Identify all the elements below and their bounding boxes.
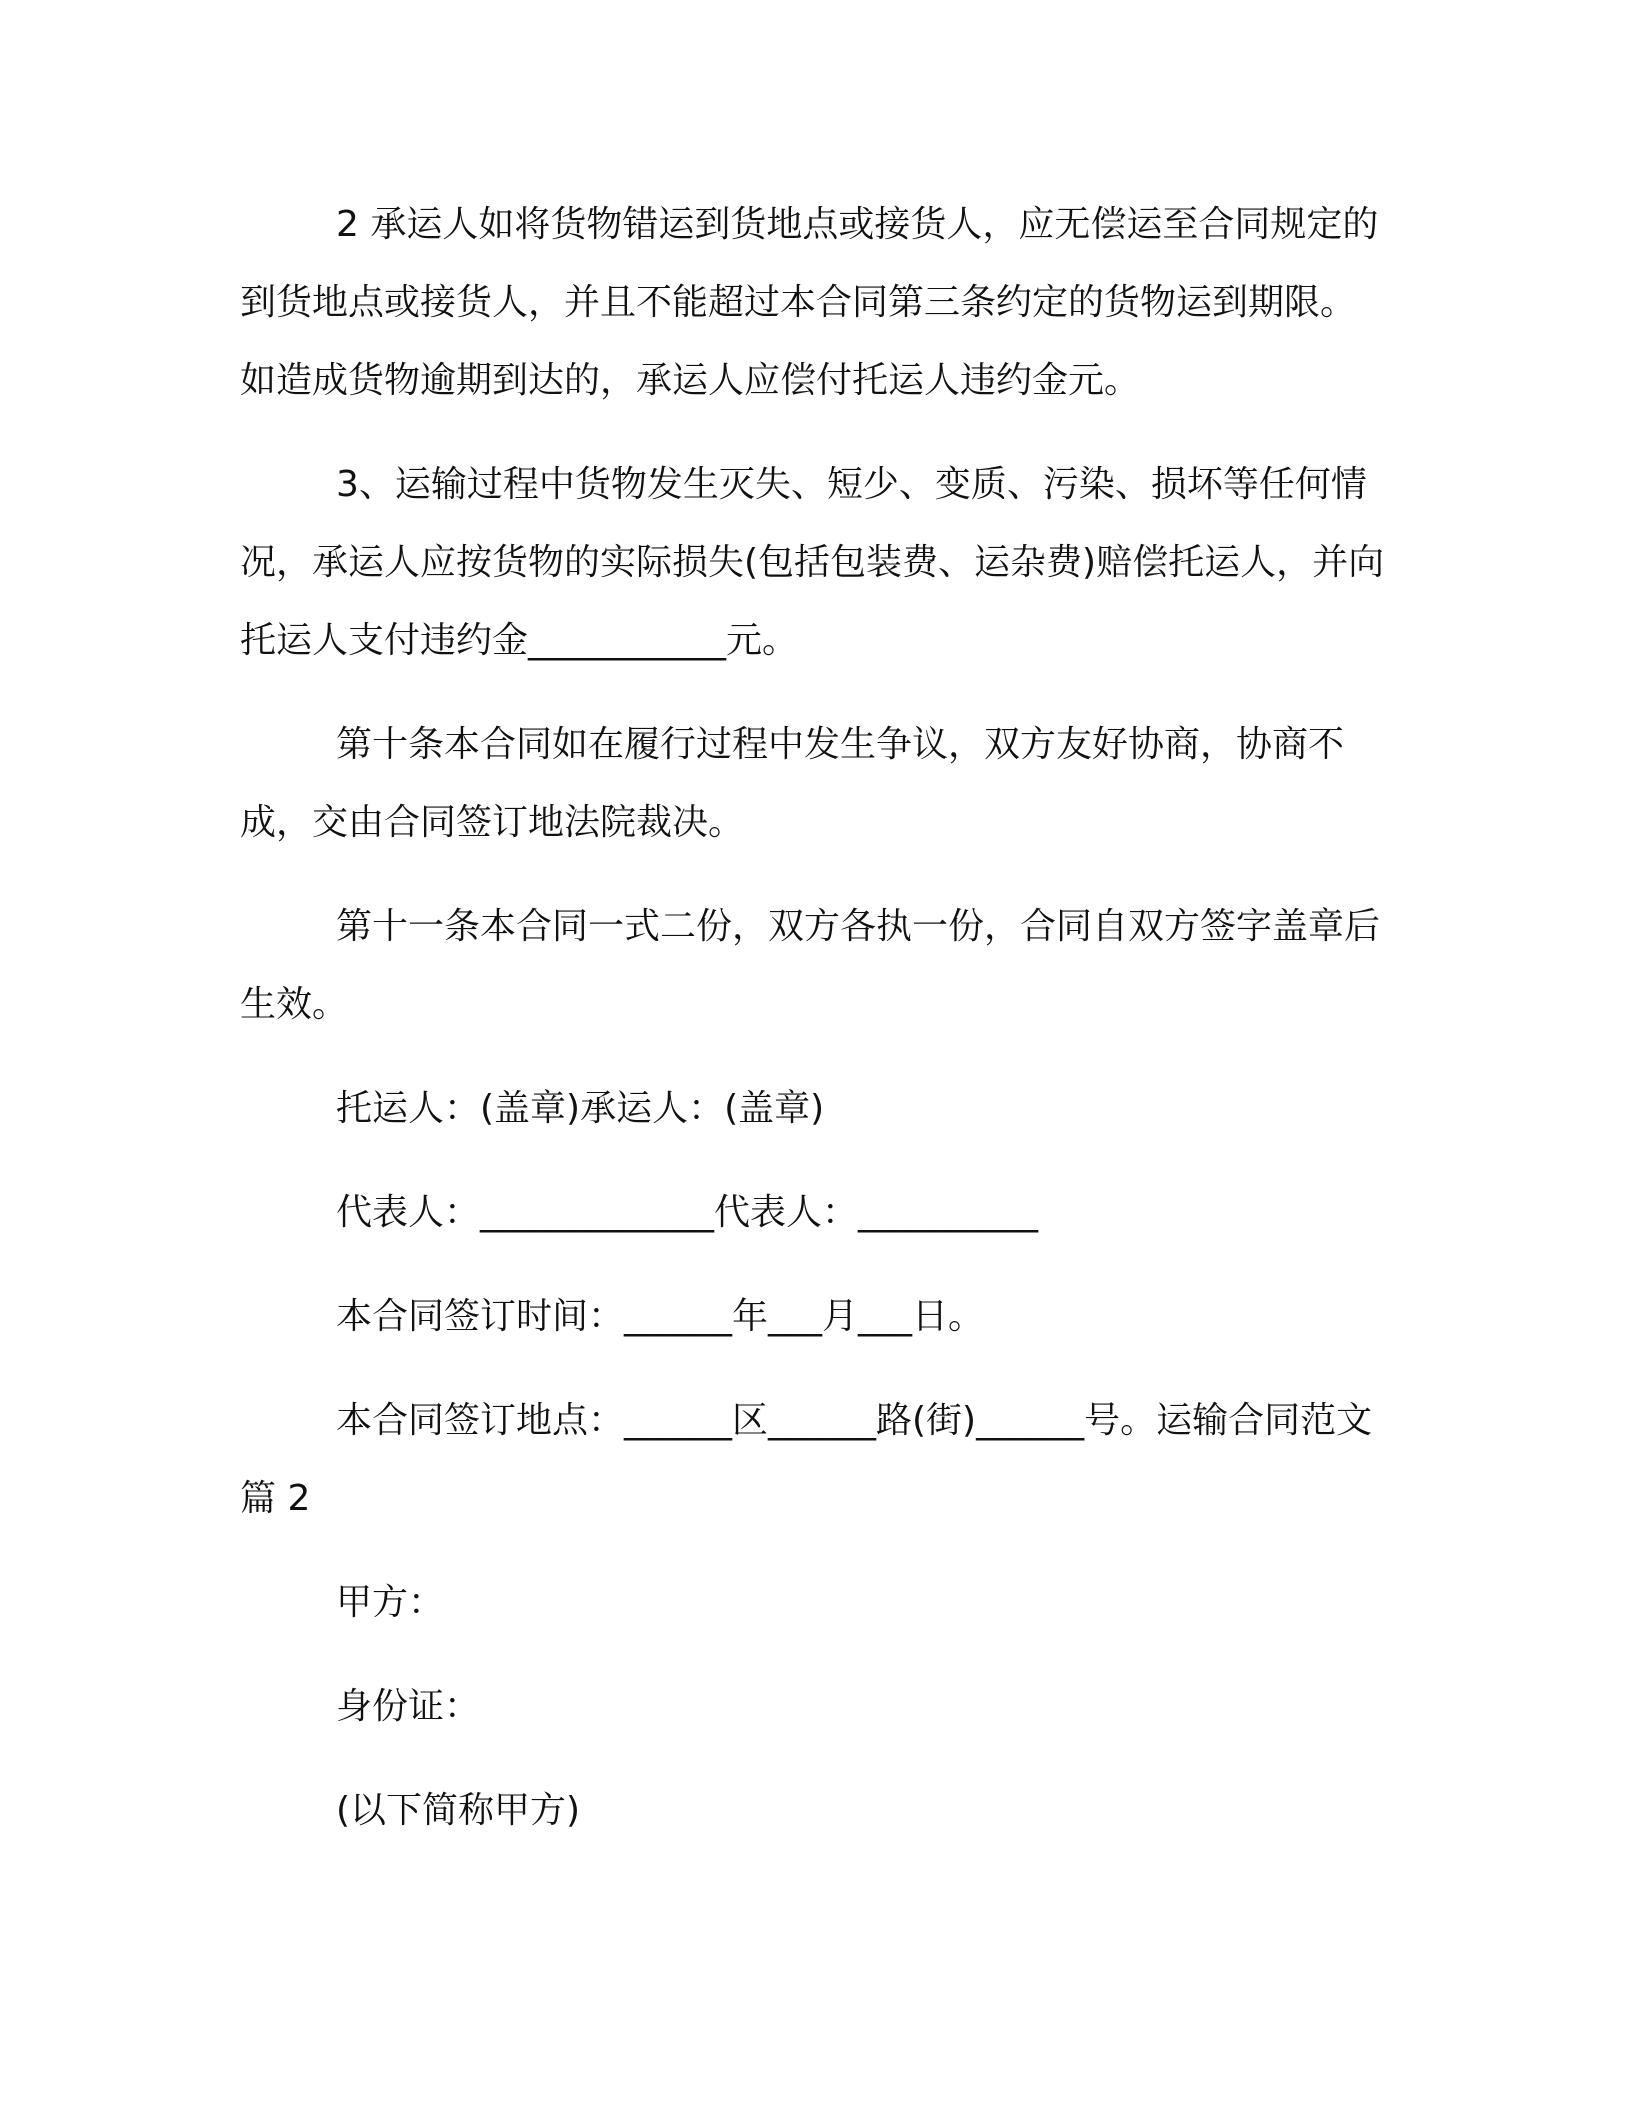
id-card-line: 身份证： bbox=[336, 1686, 481, 1727]
party-a-line: 甲方： bbox=[336, 1582, 445, 1623]
paragraph-clause-3: 3、运输过程中货物发生灭失、短少、变质、污染、损坏等任何情况，承运人应按货物的实际损失(包括包装费、运杂费)赔偿托运人，并向托运人支付违约金___________元。 bbox=[240, 464, 1385, 661]
signing-place-line: 本合同签订地点：______区______路(街)______号。运输合同范文 篇 2 bbox=[240, 1400, 1373, 1519]
paragraph-article-11: 第十一条本合同一式二份，双方各执一份，合同自双方签字盖章后生效。 bbox=[240, 906, 1381, 1025]
signature-parties-line: 托运人：(盖章)承运人：(盖章) bbox=[336, 1088, 825, 1129]
party-a-abbrev-line: (以下简称甲方) bbox=[336, 1790, 581, 1831]
paragraph-article-10: 第十条本合同如在履行过程中发生争议，双方友好协商，协商不成，交由合同签订地法院裁决。 bbox=[240, 724, 1345, 843]
signing-date-line: 本合同签订时间：______年___月___日。 bbox=[336, 1296, 985, 1337]
paragraph-clause-2: 2 承运人如将货物错运到货地点或接货人，应无偿运至合同规定的到货地点或接货人，并且不能超过本合同第三条约定的货物运到期限。如造成货物逾期到达的，承运人应偿付托运人违约金元。 bbox=[240, 204, 1379, 401]
representative-line: 代表人：_____________代表人：__________ bbox=[336, 1192, 1039, 1233]
document-body bbox=[240, 186, 1390, 1876]
